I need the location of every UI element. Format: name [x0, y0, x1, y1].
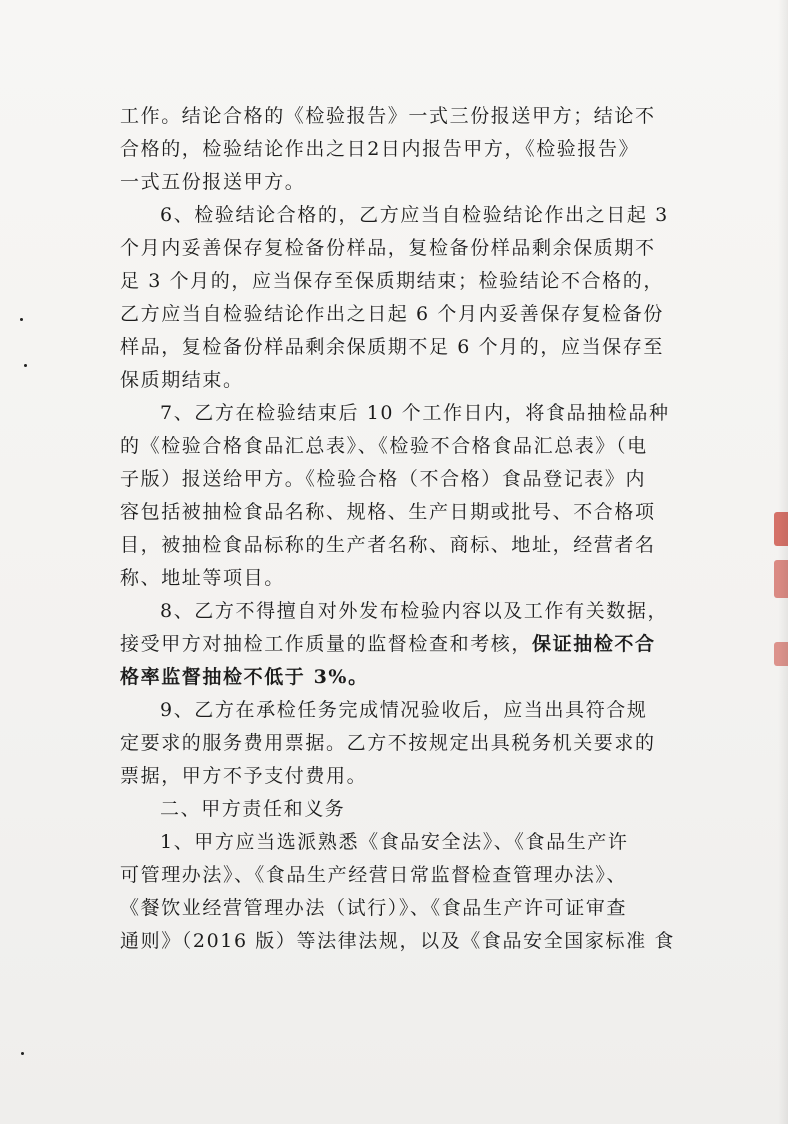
margin-dot — [20, 318, 23, 321]
body-line: 的《检验合格食品汇总表》、《检验不合格食品汇总表》（电 — [120, 435, 648, 457]
body-line: 个月内妥善保存复检备份样品，复检备份样品剩余保质期不 — [120, 237, 656, 259]
body-line: 工作。结论合格的《检验报告》一式三份报送甲方；结论不 — [120, 105, 656, 127]
body-line: 票据，甲方不予支付费用。 — [120, 765, 368, 787]
paragraph-6-start: 6、检验结论合格的，乙方应当自检验结论作出之日起 3 — [160, 204, 669, 226]
paragraph-9-start: 9、乙方在承检任务完成情况验收后，应当出具符合规 — [160, 699, 648, 721]
body-line: 合格的，检验结论作出之日2日内报告甲方，《检验报告》 — [120, 138, 640, 160]
body-line: 足 3 个月的，应当保存至保质期结束；检验结论不合格的， — [120, 270, 664, 292]
margin-dot — [24, 364, 27, 367]
body-line: 一式五份报送甲方。 — [120, 171, 306, 193]
paragraph-8-start: 8、乙方不得擅自对外发布检验内容以及工作有关数据， — [160, 600, 669, 622]
bold-emphasis: 保证抽检不合 — [532, 633, 656, 655]
body-line: 样品，复检备份样品剩余保质期不足 6 个月的，应当保存至 — [120, 336, 664, 358]
body-line-with-emphasis — [120, 628, 668, 661]
body-line: 通则》（2016 版）等法律法规，以及《食品安全国家标准 食 — [120, 930, 675, 952]
body-line: 定要求的服务费用票据。乙方不按规定出具税务机关要求的 — [120, 732, 656, 754]
document-body — [120, 100, 675, 958]
body-line: 称、地址等项目。 — [120, 567, 285, 589]
body-line: 保质期结束。 — [120, 369, 244, 391]
body-line: 《餐饮业经营管理办法（试行）》、《食品生产许可证审查 — [120, 897, 628, 919]
body-line: 乙方应当自检验结论作出之日起 6 个月内妥善保存复检备份 — [120, 303, 664, 325]
body-line: 容包括被抽检食品名称、规格、生产日期或批号、不合格项 — [120, 501, 656, 523]
body-text: 接受甲方对抽检工作质量的监督检查和考核， — [120, 633, 533, 655]
section-heading: 二、甲方责任和义务 — [160, 798, 346, 820]
paragraph-7-start: 7、乙方在检验结束后 10 个工作日内，将食品抽检品种 — [160, 402, 670, 424]
body-line: 可管理办法》、《食品生产经营日常监督检查管理办法》、 — [120, 864, 628, 886]
paragraph-1-start: 1、甲方应当选派熟悉《食品安全法》、《食品生产许 — [160, 831, 629, 853]
page-edge-shadow — [778, 0, 788, 1124]
bold-emphasis-line: 格率监督抽检不低于 3%。 — [120, 666, 369, 688]
body-line: 子版）报送给甲方。《检验合格（不合格）食品登记表》内 — [120, 468, 647, 490]
body-line: 目，被抽检食品标称的生产者名称、商标、地址，经营者名 — [120, 534, 656, 556]
margin-dot — [21, 1052, 24, 1055]
